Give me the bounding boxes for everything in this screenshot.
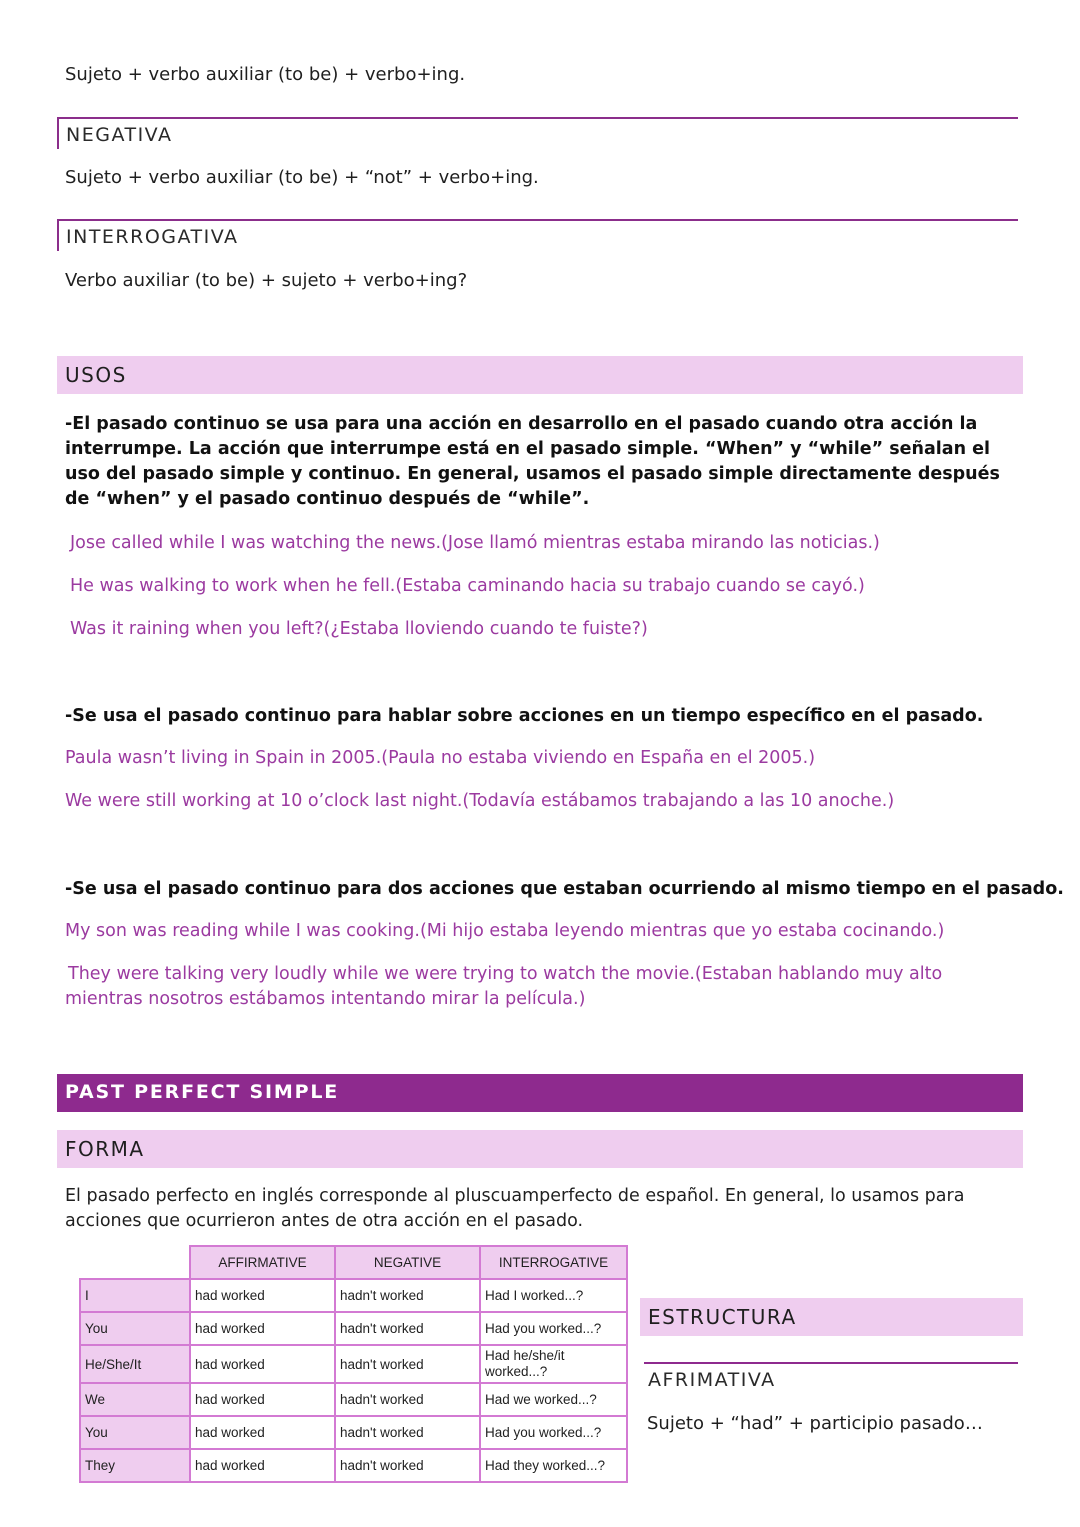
table-corner-cell (80, 1246, 190, 1279)
table-row (80, 1345, 627, 1383)
interrogative-cell: Had you worked...? (480, 1416, 627, 1449)
forma-band (57, 1130, 1023, 1168)
usos-title: USOS (65, 363, 127, 387)
afirmativa-divider (644, 1362, 1018, 1364)
example-line: Paula wasn’t living in Spain in 2005.(Paula no estaba viviendo en España en el 2005.) (65, 748, 816, 768)
negative-cell: hadn't worked (335, 1279, 480, 1312)
estructura-band (640, 1298, 1023, 1336)
intro-line-1: El pasado perfecto en inglés corresponde al pluscuamperfecto de español. En general, lo usamos para (65, 1186, 965, 1206)
past-perfect-band (57, 1074, 1023, 1112)
header-interrogative: INTERROGATIVE (480, 1246, 627, 1279)
example-line: Jose called while I was watching the news.(Jose llamó mientras estaba mirando las noticias.) (70, 533, 880, 553)
conjugation-table-wrapper (79, 1245, 628, 1483)
table-row (80, 1449, 627, 1482)
header-affirmative: AFFIRMATIVE (190, 1246, 335, 1279)
example-line: We were still working at 10 o’clock last night.(Todavía estábamos trabajando a las 10 anoche.) (65, 791, 895, 811)
header-negative: NEGATIVE (335, 1246, 480, 1279)
afirmativa-title: AFRIMATIVA (648, 1369, 776, 1391)
pronoun-cell: I (80, 1279, 190, 1312)
pronoun-cell: You (80, 1312, 190, 1345)
example-line: My son was reading while I was cooking.(Mi hijo estaba leyendo mientras que yo estaba cocinando.) (65, 921, 945, 941)
estructura-title: ESTRUCTURA (648, 1305, 797, 1329)
table-row (80, 1312, 627, 1345)
usos-rule-1: -El pasado continuo se usa para una acción en desarrollo en el pasado cuando otra acción la interrumpe. La acción que interrumpe está en el pasado simple. “When” y “while” señalan el uso del pasado simple y continuo. En general, usamos el pasado simple directamente después de “when” y el pasado continuo después de “while”. (65, 414, 1000, 509)
negative-cell: hadn't worked (335, 1416, 480, 1449)
affirmative-cell: had worked (190, 1279, 335, 1312)
affirmative-formula: Sujeto + verbo auxiliar (to be) + verbo+ing. (65, 64, 466, 85)
interrogative-heading (57, 219, 1018, 251)
negative-cell: hadn't worked (335, 1345, 480, 1383)
table-header-row (80, 1246, 627, 1279)
negative-cell: hadn't worked (335, 1449, 480, 1482)
afirmativa-formula: Sujeto + “had” + participio pasado… (647, 1413, 983, 1434)
interrogative-cell: Had we worked...? (480, 1383, 627, 1416)
pronoun-cell: He/She/It (80, 1345, 190, 1383)
negative-heading (57, 117, 1018, 149)
conjugation-table (79, 1245, 628, 1483)
affirmative-cell: had worked (190, 1312, 335, 1345)
table-row (80, 1279, 627, 1312)
negative-cell: hadn't worked (335, 1383, 480, 1416)
affirmative-cell: had worked (190, 1449, 335, 1482)
table-row (80, 1383, 627, 1416)
interrogative-cell: Had he/she/it worked...? (480, 1345, 627, 1383)
usos-band (57, 356, 1023, 394)
interrogative-title: INTERROGATIVA (66, 226, 239, 248)
example-line: mientras nosotros estábamos intentando mirar la película.) (65, 989, 586, 1009)
interrogative-formula: Verbo auxiliar (to be) + sujeto + verbo+ing? (65, 270, 468, 291)
example-line: They were talking very loudly while we were trying to watch the movie.(Estaban hablando muy alto (68, 964, 943, 984)
negative-formula: Sujeto + verbo auxiliar (to be) + “not” + verbo+ing. (65, 167, 539, 188)
usos-rule-2: -Se usa el pasado continuo para hablar sobre acciones en un tiempo específico en el pasado. (65, 706, 984, 726)
pronoun-cell: You (80, 1416, 190, 1449)
forma-title: FORMA (65, 1137, 145, 1161)
intro-line-2: acciones que ocurrieron antes de otra acción en el pasado. (65, 1211, 584, 1231)
interrogative-cell: Had you worked...? (480, 1312, 627, 1345)
interrogative-cell: Had they worked...? (480, 1449, 627, 1482)
affirmative-cell: had worked (190, 1383, 335, 1416)
example-line: He was walking to work when he fell.(Estaba caminando hacia su trabajo cuando se cayó.) (70, 576, 865, 596)
interrogative-cell: Had I worked...? (480, 1279, 627, 1312)
example-line: Was it raining when you left?(¿Estaba lloviendo cuando te fuiste?) (70, 619, 648, 639)
usos-rule-3: -Se usa el pasado continuo para dos acciones que estaban ocurriendo al mismo tiempo en el pasado. (65, 879, 1064, 899)
affirmative-cell: had worked (190, 1345, 335, 1383)
pronoun-cell: We (80, 1383, 190, 1416)
negative-title: NEGATIVA (66, 124, 173, 146)
table-row (80, 1416, 627, 1449)
affirmative-cell: had worked (190, 1416, 335, 1449)
pronoun-cell: They (80, 1449, 190, 1482)
past-perfect-title: PAST PERFECT SIMPLE (65, 1081, 340, 1103)
negative-cell: hadn't worked (335, 1312, 480, 1345)
